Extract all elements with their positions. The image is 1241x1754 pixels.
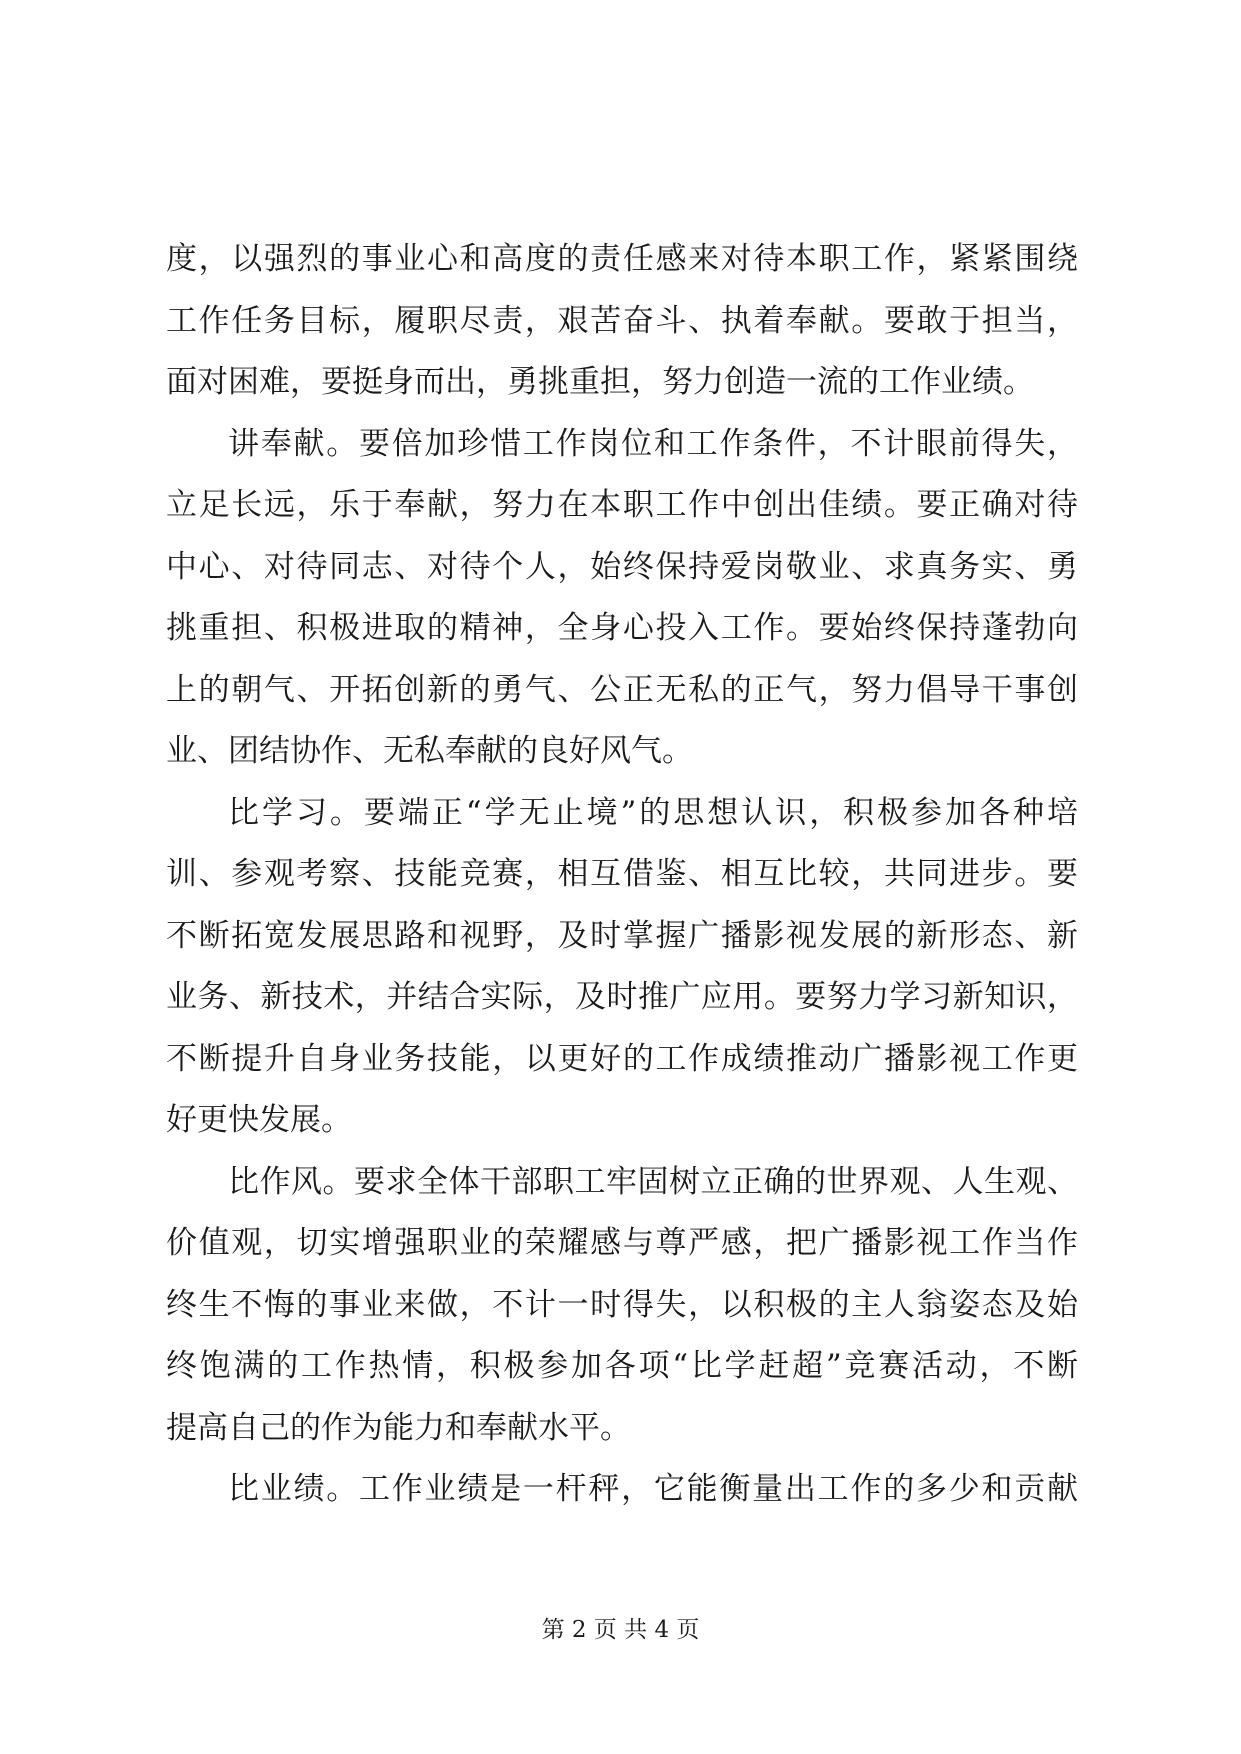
paragraph-start-line: 比学习。要端正“学无止境”的思想认识，积极参加各种培 [228, 794, 1078, 831]
text-line: 业、团结协作、无私奉献的良好风气。 [166, 733, 693, 769]
text-line: 业务、新技术，并结合实际，及时推广应用。要努力学习新知识， [166, 979, 1078, 1015]
text-line: 挑重担、积极进取的精神，全身心投入工作。要始终保持蓬勃向 [166, 610, 1078, 646]
text-line: 价值观，切实增强职业的荣耀感与尊严感，把广播影视工作当作 [166, 1225, 1078, 1261]
text-line: 训、参观考察、技能竞赛，相互借鉴、相互比较，共同进步。要 [166, 856, 1078, 892]
text-line: 好更快发展。 [166, 1102, 352, 1138]
text-line: 提高自己的作为能力和奉献水平。 [166, 1409, 631, 1446]
text-line: 终饱满的工作热情，积极参加各项“比学赶超”竞赛活动，不断 [166, 1348, 1078, 1384]
text-line: 面对困难，要挺身而出，勇挑重担，努力创造一流的工作业绩。 [166, 364, 1034, 400]
text-line: 中心、对待同志、对待个人，始终保持爱岗敬业、求真务实、勇 [166, 548, 1078, 585]
text-line: 工作任务目标，履职尽责，艰苦奋斗、执着奉献。要敢于担当， [166, 302, 1078, 339]
paragraph-start-line: 比业绩。工作业绩是一杆秤，它能衡量出工作的多少和贡献 [228, 1471, 1078, 1507]
paragraph-start-line: 比作风。要求全体干部职工牢固树立正确的世界观、人生观、 [228, 1163, 1078, 1200]
page-footer: 第 2 页 共 4 页 [541, 1617, 700, 1643]
text-line: 不断提升自身业务技能，以更好的工作成绩推动广播影视工作更 [166, 1040, 1078, 1077]
text-line: 上的朝气、开拓创新的勇气、公正无私的正气，努力倡导干事创 [166, 671, 1078, 708]
body-text [166, 229, 1078, 1521]
paragraph-start-line: 讲奉献。要倍加珍惜工作岗位和工作条件，不计眼前得失， [228, 425, 1078, 462]
text-line: 不断拓宽发展思路和视野，及时掌握广播影视发展的新形态、新 [166, 917, 1078, 954]
text-line: 终生不悔的事业来做，不计一时得失，以积极的主人翁姿态及始 [166, 1286, 1078, 1323]
text-line: 立足长远，乐于奉献，努力在本职工作中创出佳绩。要正确对待 [166, 487, 1078, 523]
text-line: 度，以强烈的事业心和高度的责任感来对待本职工作，紧紧围绕 [166, 241, 1078, 277]
